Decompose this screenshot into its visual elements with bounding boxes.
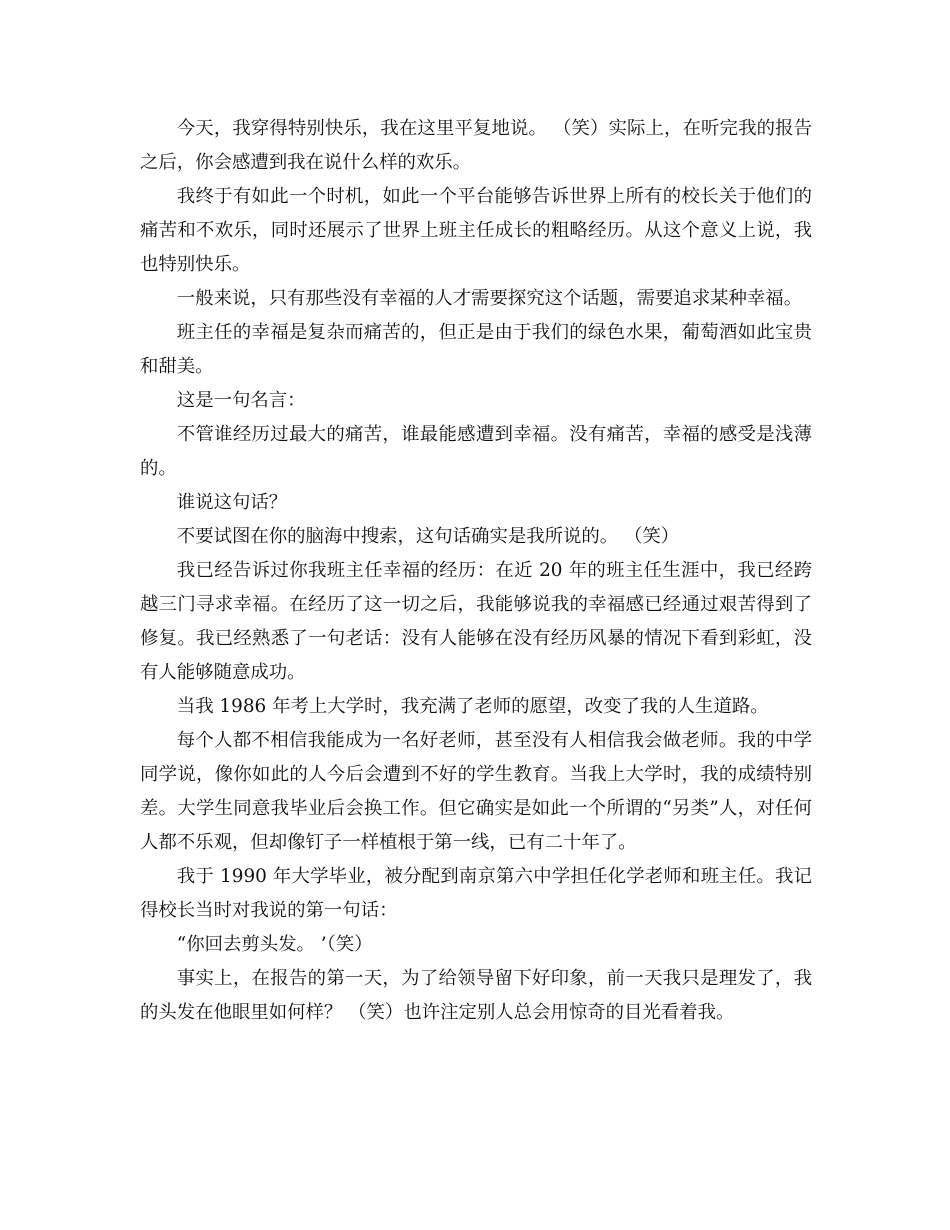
paragraph: 我终于有如此一个时机，如此一个平台能够告诉世界上所有的校长关于他们的痛苦和不欢乐，同时还展示了世界上班主任成长的粗略经历。从这个意义上说，我也特别快乐。	[140, 186, 812, 275]
document-body	[140, 112, 812, 1030]
paragraph: 我已经告诉过你我班主任幸福的经历：在近 20 年的班主任生涯中，我已经跨越三门寻求幸福。在经历了这一切之后，我能够说我的幸福感已经通过艰苦得到了修复。我已经熟悉了一句老话：没有人能够在没有经历风暴的情况下看到彩虹，没有人能够随意成功。	[140, 560, 812, 683]
paragraph: 这是一句名言：	[176, 390, 306, 411]
paragraph: 班主任的幸福是复杂而痛苦的，但正是由于我们的绿色水果，葡萄酒如此宝贵和甜美。	[140, 322, 812, 377]
paragraph: 每个人都不相信我能成为一名好老师，甚至没有人相信我会做老师。我的中学同学说，像你如此的人今后会遭到不好的学生教育。当我上大学时，我的成绩特别差。大学生同意我毕业后会换工作。但它确实是如此一个所谓的“另类”人，对任何人都不乐观，但却像钉子一样植根于第一线，已有二十年了。	[140, 730, 812, 853]
paragraph: 不要试图在你的脑海中搜索，这句话确实是我所说的。 （笑）	[176, 526, 680, 547]
paragraph: 当我 1986 年考上大学时，我充满了老师的愿望，改变了我的人生道路。	[176, 696, 769, 717]
paragraph: 今天，我穿得特别快乐，我在这里平复地说。 （笑）实际上，在听完我的报告之后，你会感遭到我在说什么样的欢乐。	[140, 118, 812, 173]
paragraph: 一般来说，只有那些没有幸福的人才需要探究这个话题，需要追求某种幸福。	[176, 288, 803, 309]
paragraph: 我于 1990 年大学毕业，被分配到南京第六中学担任化学老师和班主任。我记得校长当时对我说的第一句话：	[140, 866, 812, 921]
paragraph: “你回去剪头发。 ’（笑）	[176, 934, 373, 955]
paragraph: 事实上，在报告的第一天，为了给领导留下好印象，前一天我只是理发了，我的头发在他眼里如何样？ （笑）也许注定别人总会用惊奇的目光看着我。	[140, 968, 812, 1023]
paragraph: 不管谁经历过最大的痛苦，谁最能感遭到幸福。没有痛苦，幸福的感受是浅薄的。	[140, 424, 812, 479]
paragraph: 谁说这句话？	[176, 492, 288, 513]
